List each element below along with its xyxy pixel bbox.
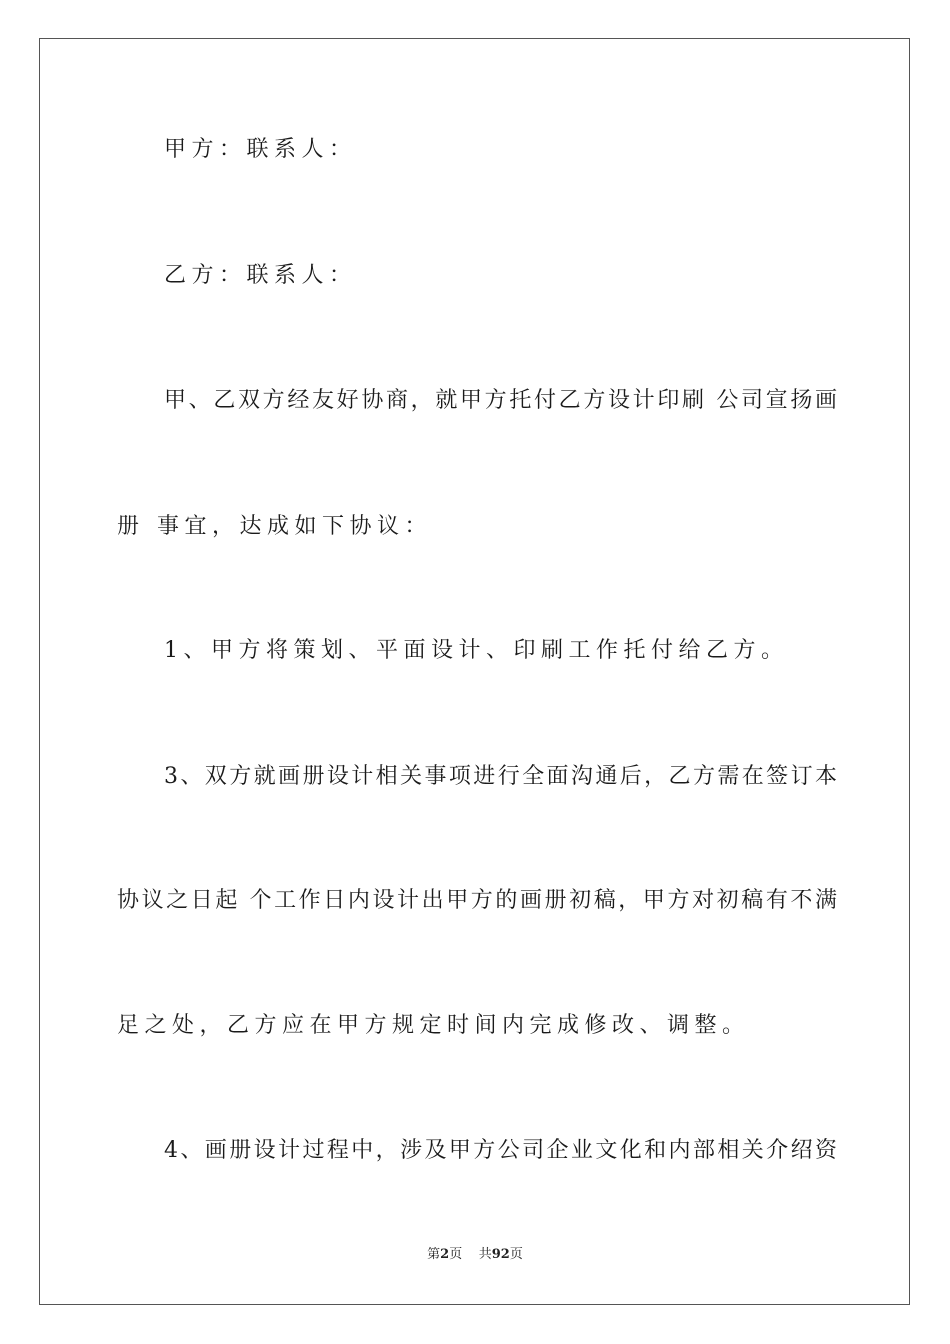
clause-3-line-2: 协议之日起 个工作日内设计出甲方的画册初稿，甲方对初稿有不满	[117, 888, 837, 913]
party-a-contact-line: 甲方：联系人：	[164, 137, 357, 162]
clause-1-line-1: 1、甲方将策划、平面设计、印刷工作托付给乙方。	[164, 638, 789, 663]
total-page-count: 92	[491, 1247, 510, 1262]
intro-paragraph-line-2: 册 事宜，达成如下协议：	[117, 514, 432, 539]
page-suffix: 页	[449, 1247, 463, 1262]
clause-3-line-1: 3、双方就画册设计相关事项进行全面沟通后，乙方需在签订本	[164, 764, 837, 789]
clause-3-line-3: 足之处，乙方应在甲方规定时间内完成修改、调整。	[117, 1013, 750, 1038]
total-suffix: 页	[509, 1247, 523, 1262]
intro-paragraph-line-1: 甲、乙双方经友好协商，就甲方托付乙方设计印刷 公司宣扬画	[164, 388, 837, 413]
clause-4-line-1: 4、画册设计过程中，涉及甲方公司企业文化和内部相关介绍资	[164, 1138, 837, 1163]
current-page-number: 2	[440, 1247, 450, 1262]
page-border	[39, 38, 910, 1305]
page-prefix: 第	[427, 1247, 441, 1262]
total-prefix: 共	[478, 1247, 492, 1262]
party-b-contact-line: 乙方：联系人：	[164, 263, 357, 288]
page-footer	[0, 1247, 950, 1263]
